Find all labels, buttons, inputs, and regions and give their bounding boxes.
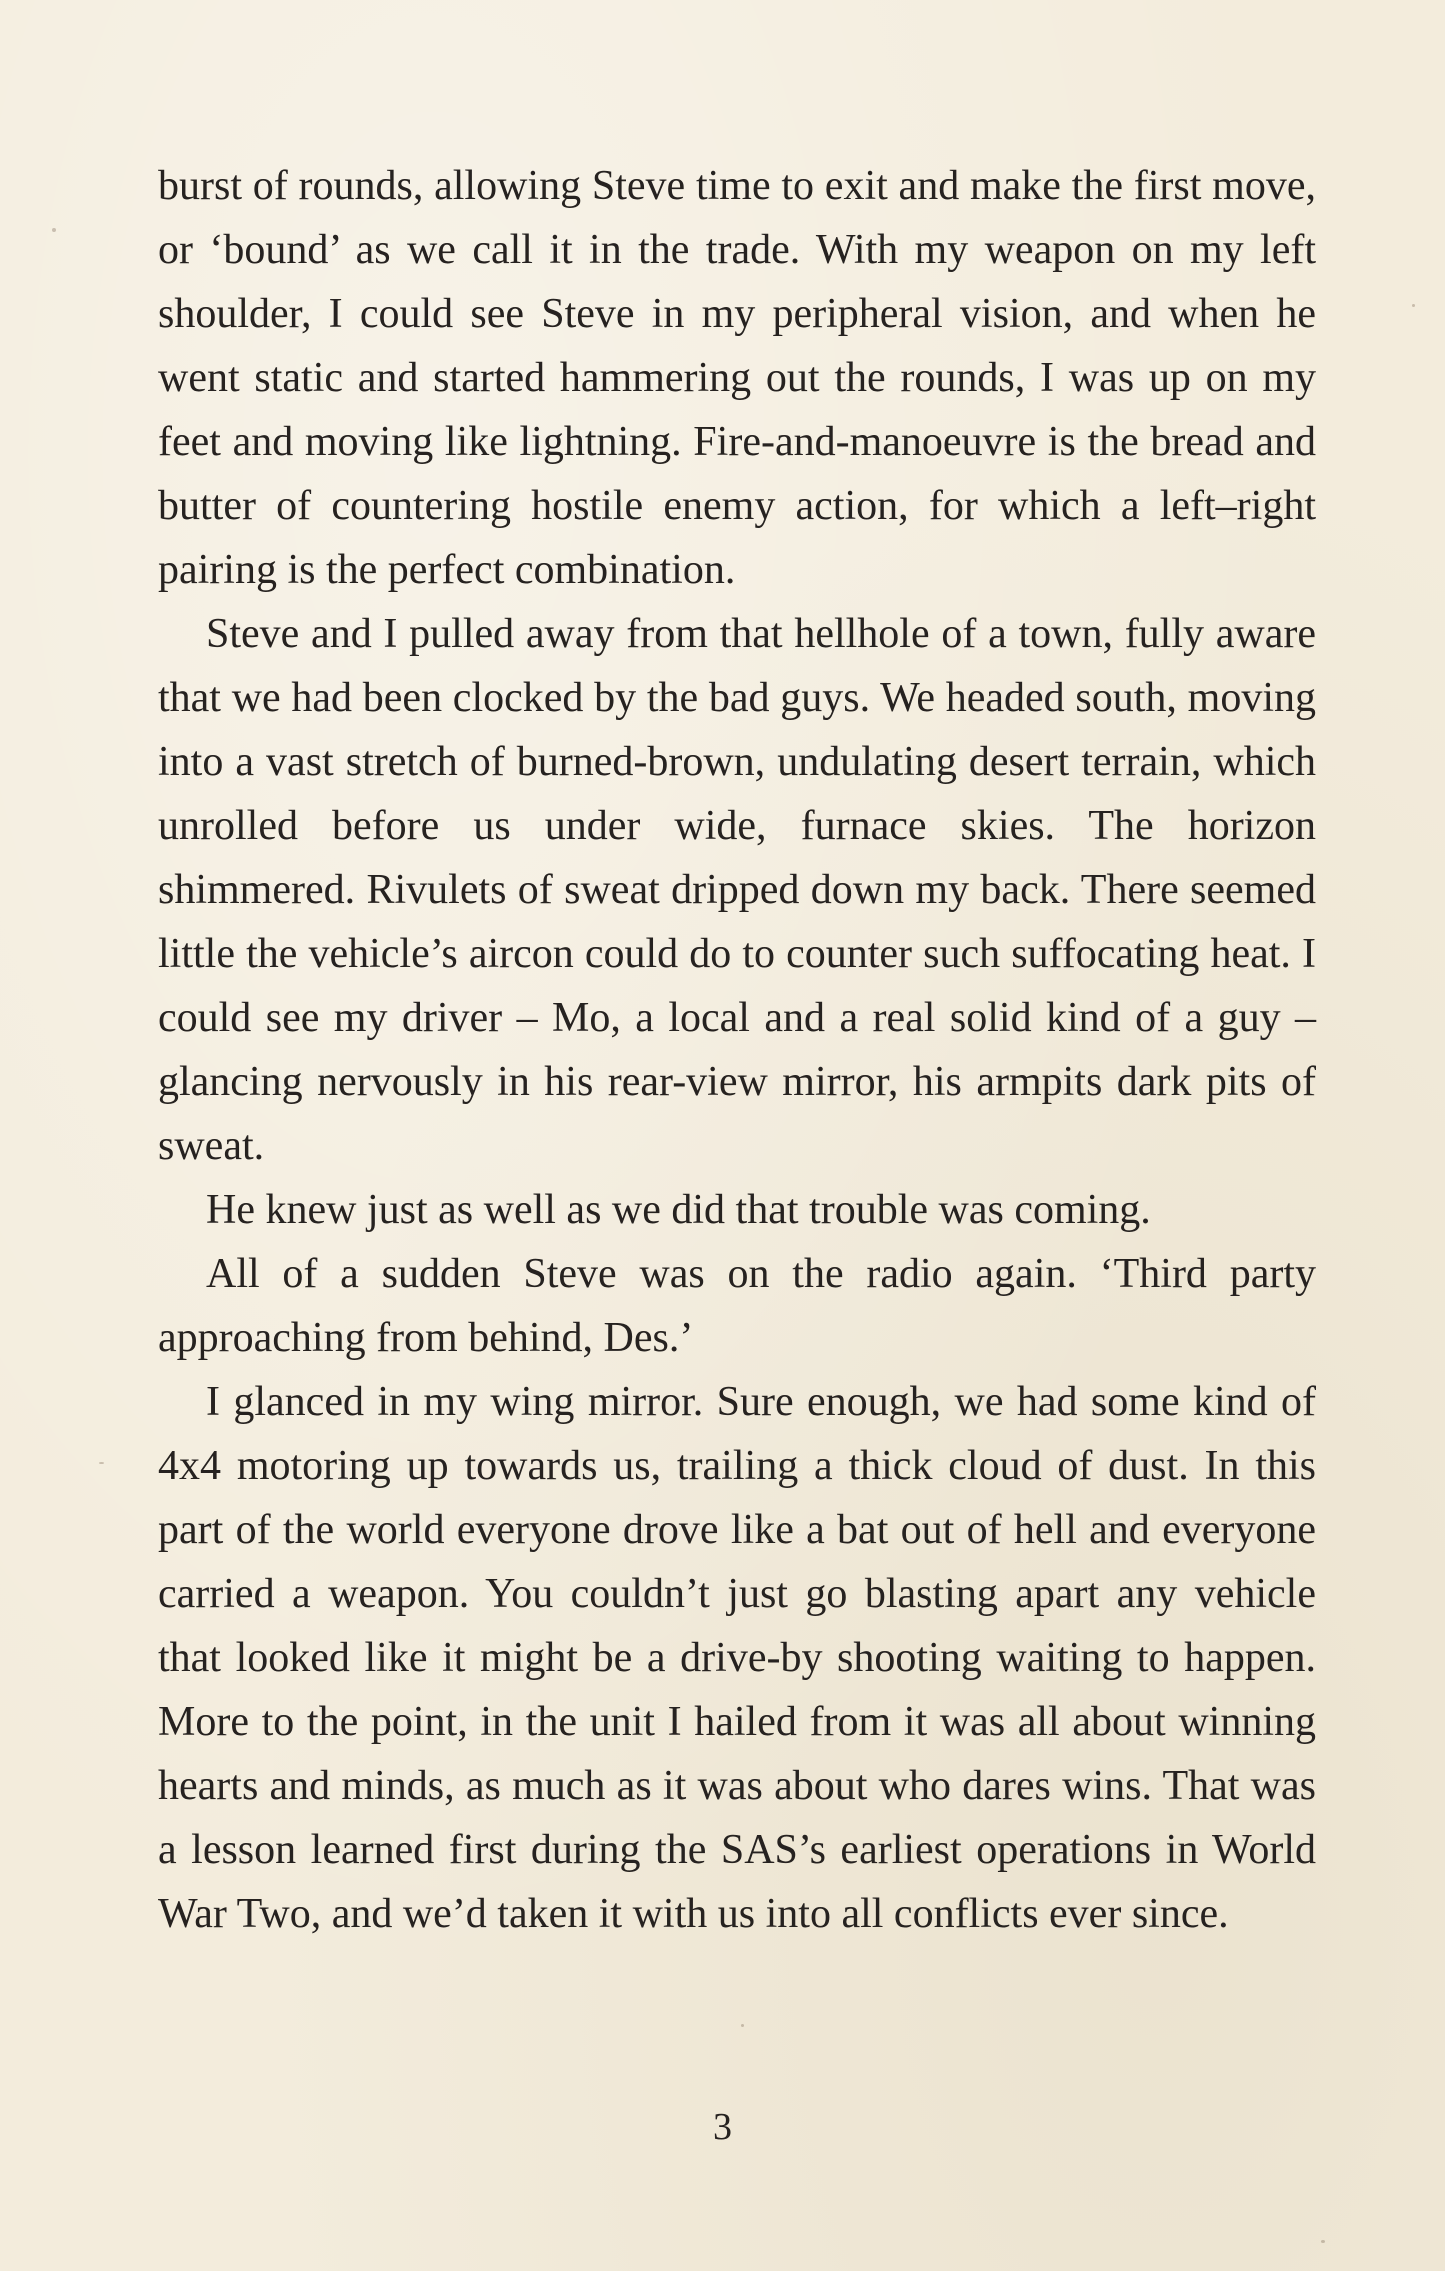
paragraph: All of a sudden Steve was on the radio again. ‘Third party approaching from behind, Des.’ [158,1251,1316,1361]
paper-speck [1412,304,1415,307]
paragraph: He knew just as well as we did that trouble was coming. [206,1187,1151,1233]
page-number: 3 [713,2106,732,2148]
paper-speck [1321,2240,1325,2243]
paper-speck [741,2024,744,2027]
paper-speck [99,1462,104,1464]
paragraph: I glanced in my wing mirror. Sure enough, we had some kind of 4x4 motoring up towards us, trailing a thick cloud of dust. In this part of the world everyone drove like a bat out of hell and everyone carried a weapon. You couldn’t just go blasting apart any vehicle that looked like it might be a drive-by shooting waiting to happen. More to the point, in the unit I hailed from it was all about winning hearts and minds, as much as it was about who dares wins. That was a lesson learned first during the SAS’s earliest operations in World War Two, and we’d taken it with us into all conflicts ever since. [158,1379,1316,1937]
paragraph: burst of rounds, allowing Steve time to exit and make the first move, or ‘bound’ as we call it in the trade. With my weapon on my left shoulder, I could see Steve in my peripheral vision, and when he went static and started hammering out the rounds, I was up on my feet and moving like lightning. Fire-and-manoeuvre is the bread and butter of countering hostile enemy action, for which a left–right pairing is the perfect combination. [158,163,1316,593]
paper-speck [52,228,56,232]
body-text [158,154,1316,1946]
paragraph: Steve and I pulled away from that hellhole of a town, fully aware that we had been clocked by the bad guys. We headed south, moving into a vast stretch of burned-brown, undulating desert terrain, which unrolled before us under wide, furnace skies. The horizon shimmered. Rivulets of sweat dripped down my back. There seemed little the vehicle’s aircon could do to counter such suffocating heat. I could see my driver – Mo, a local and a real solid kind of a guy – glancing nervously in his rear-view mirror, his armpits dark pits of sweat. [158,611,1316,1169]
